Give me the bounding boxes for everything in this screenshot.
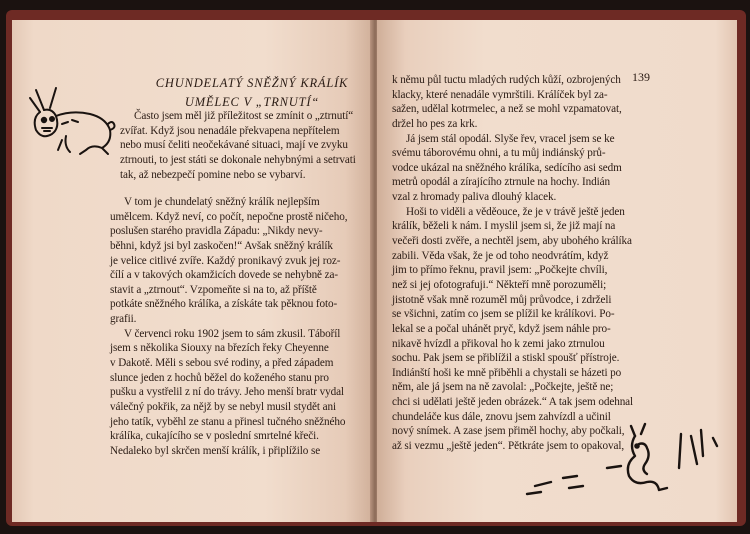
text-line: nikavě hvízdl a přikoval ho k zemi jako ztrnulou: [392, 337, 605, 350]
text-line: Často jsem měl již příležitost se zmínit o „ztrnutí“: [134, 110, 354, 122]
text-line: se všichni, zatím co jsem se plížil ke králíkovi. Po-: [392, 308, 615, 321]
text-line: jsem s několika Siouxy na březích řeky Cheyenne: [110, 342, 329, 355]
right-body-text: [392, 73, 692, 454]
text-line: králíka, cukajícího se v poslední smrtelné křeči.: [110, 430, 319, 443]
text-line: Nedaleko byl skrčen menší králík, i připlížilo se: [110, 444, 321, 457]
text-line: nebo musí čeliti neočekávané situaci, mají ve zvyku: [120, 139, 348, 152]
text-line: sochu. Pak jsem se přiblížil a stiskl spoušť přístroje.: [392, 352, 620, 365]
text-line: svému táborovému ohni, a tu můj indiánský prů-: [392, 147, 606, 160]
text-line: slunce jeden z hochů běžel do koženého stanu pro: [110, 371, 329, 384]
chapter-heading: [132, 74, 372, 112]
text-line: než si jej ofotografuji.“ Někteří mně porozuměli;: [392, 278, 607, 291]
text-line: nový snímek. A zase jsem přiměl hochy, aby počkali,: [392, 425, 625, 438]
text-line: lekal se a počal uhánět pryč, když jsem náhle pro-: [392, 322, 611, 335]
opening-paragraph: [120, 109, 372, 182]
text-line: večeři dosti zvěře, a nechtěl jsem, aby ubohého králíka: [392, 235, 632, 248]
left-body-text: [110, 195, 372, 459]
text-line: stavit a „ztrnout“. Vzpomeňte si na to, až příště: [110, 283, 317, 296]
text-line: jim to přímo řeknu, pravil jsem: „Počkejte chvíli,: [392, 264, 608, 277]
heading-line: UMĚLEC V „TRNUTÍ“: [184, 95, 320, 109]
text-line: vzal z hromady paliva dlouhý klacek.: [392, 191, 557, 204]
text-line: chci si udělati ještě jeden obrázek.“ A tak jsem odehnal: [392, 396, 634, 409]
text-line: Hoši to viděli a věděouce, že je v trávě ještě jeden: [406, 205, 625, 218]
text-line: vodce ukázal na sněžného králíka, sedícího asi sedm: [392, 161, 622, 174]
text-line: čílí a v takových okamžicích dovede se nehybně za-: [110, 269, 338, 282]
text-line: poslušen starého pravidla Západu: „Nikdy nevy-: [110, 225, 323, 238]
text-line: umělcem. Když neví, co počít, nepočne prostě ničeho,: [110, 210, 348, 223]
text-line: Já jsem stál opodál. Slyše řev, vracel jsem se ke: [406, 132, 615, 145]
text-line: V tom je chundelatý sněžný králík nejlepším: [124, 196, 320, 208]
text-line: V červenci roku 1902 jsem to sám zkusil. Táboříl: [124, 327, 341, 340]
text-line: tak, až nebezpečí pomine nebo se vybarví.: [120, 168, 306, 181]
text-line: ztrnouti, to jest státi se dokonale nehybnými a setrvati: [120, 153, 356, 166]
text-line: pušku a vystřelil z ní do trávy. Jeho menší bratr vydal: [110, 386, 344, 399]
text-line: až si vezmu „ještě jeden“. Pětkráte jsem to opakoval,: [392, 440, 625, 453]
text-line: je velice citlivé zvíře. Každý pronikavý zvuk jej roz-: [110, 254, 341, 267]
text-line: chundeláče kus dále, znovu jsem zahvízdl a učinil: [392, 410, 611, 423]
text-line: sažen, udělal kotrmelec, a než se mohl vzpamatovat,: [392, 103, 622, 116]
right-page: [377, 20, 737, 522]
text-line: něm, ale já jsem na ně zavolal: „Počkejte, ještě ne;: [392, 381, 614, 394]
left-page: [12, 20, 374, 522]
text-line: metrů opodál a zírajícího ztrnule na hochy. Indián: [392, 176, 610, 189]
text-line: zvířat. Když jsou nenadále překvapena nepřítelem: [120, 124, 340, 137]
text-line: jistotně však mně rozuměl můj průvodce, i zdrželi: [392, 293, 612, 306]
text-line: v Dakotě. Měli s sebou své rodiny, a před západem: [110, 357, 334, 370]
text-line: Indiánští hoši ke mně přiběhli a chystali se házeti po: [392, 366, 622, 379]
text-line: zabili. Věda však, že je od toho neodvrátím, když: [392, 249, 609, 262]
text-line: válečný pokřik, za nějž by se nebyl musil stydět ani: [110, 400, 336, 413]
text-line: potkáte sněžného králíka, a získáte tak pěknou foto-: [110, 298, 338, 311]
text-line: králík, běželi k nám. I myslil jsem si, že již mají na: [392, 220, 616, 233]
page-number: 139: [632, 70, 650, 84]
text-line: k němu půl tuctu mladých rudých kůží, ozbrojených: [392, 74, 621, 86]
rabbit-sketch-icon: [22, 84, 118, 160]
text-line: grafii.: [110, 313, 137, 326]
text-line: držel ho pes za krk.: [392, 117, 478, 130]
text-line: jeho tatík, vyběhl ze stanu a přinesl tučného sněžného: [110, 415, 346, 428]
text-line: klacky, které nenadále vymrštili. Králíček byl za-: [392, 88, 608, 101]
rabbit-tracks-sketch-icon: [517, 416, 722, 516]
text-line: běhni, když jsi byl zaskočen!“ Avšak sněžný králík: [110, 239, 333, 252]
heading-line: CHUNDELATÝ SNĚŽNÝ KRÁLÍK: [155, 76, 349, 90]
